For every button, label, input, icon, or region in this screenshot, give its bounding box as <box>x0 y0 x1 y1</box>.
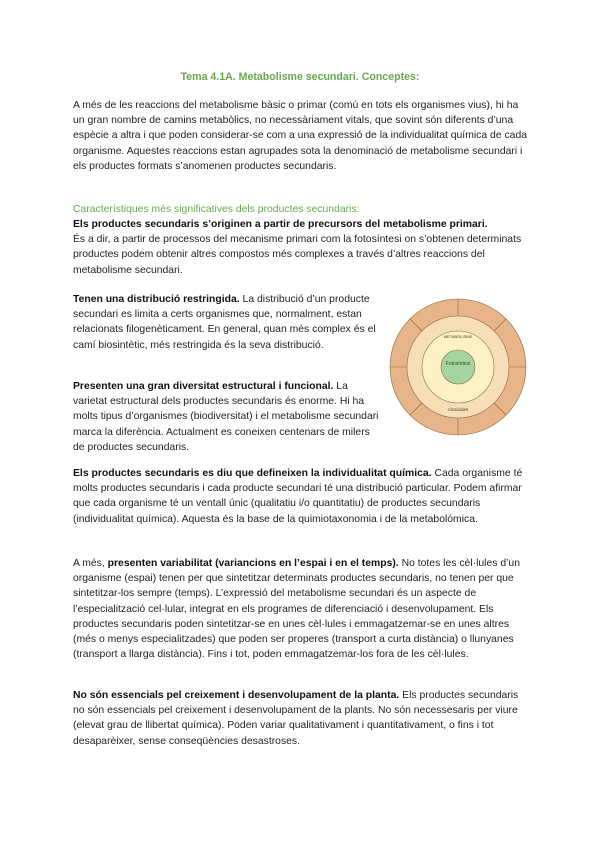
characteristic-2 <box>73 292 379 353</box>
characteristic-3 <box>73 379 379 455</box>
characteristic-3-text: La varietat estructural dels productes secundaris és enorme. Hi ha molts tipus d’organismes (biodiversitat) i el metabolisme secundari marca la diferència. Actualment es coneixen centenars de milers de productes secundaris. <box>73 381 379 453</box>
characteristic-5 <box>73 556 528 662</box>
characteristic-4-text: Cada organisme té molts productes secundaris i cada producte secundari té una distribució particular. Podem afirmar que cada organisme té un ventall únic (qualitatiu i/o quantitatiu) de productes secundaris (individualitat química). Aquesta és la base de la quimiotaxonomia i de la metabolómica. <box>73 468 523 525</box>
characteristic-5-text: No totes les cèl·lules d’un organisme (espai) tenen per que sintetitzar determinats productes secundaris, no tenen per que sintetitzar-los sempre (temps). L’expressió del metabolisme secundari és un aspecte de l’especialització cel·lular, integrat en els programes de diferenciació i desenvolupament. Els productes secundaris poden sintetitzar-se en unes cèl·lules i emmagatzemar-se en unes altres (més o menys especialitzades) que poden ser properes (transport a curta distància) o llunyanes (transport a llarga distància). Fins i tot, poden emmagatzemar-los fora de les cèl·lules. <box>73 558 520 661</box>
characteristic-3-title: Presenten una gran diversitat estructural i funcional. <box>73 381 334 392</box>
characteristic-4-title: Els productes secundaris es diu que defineixen la individualitat química. <box>73 468 432 479</box>
characteristic-6 <box>73 688 528 749</box>
characteristics-heading: Característiques més significatives dels productes secundaris: <box>73 204 360 215</box>
diagram-core <box>441 350 475 384</box>
page-title: Tema 4.1A. Metabolisme secundari. Conceptes: <box>180 71 420 83</box>
characteristic-1-title: Els productes secundaris s’originen a partir de precursors del metabolisme primari. <box>73 219 488 230</box>
characteristic-6-title: No són essencials pel creixement i desenvolupament de la planta. <box>73 690 400 701</box>
characteristic-6-text: Els productes secundaris no són essencials pel creixement i desenvolupament de la plants. No són necessesaris per viure (elevat grau de llibertat química). Poden variar qualitativament i quantitativament, o fins i tot desaparèixer, sense conseqüències desastroses. <box>73 690 519 747</box>
characteristic-4 <box>73 466 528 527</box>
intro-paragraph: A més de les reaccions del metabolisme bàsic o primar (comú en tots els organismes vius), hi ha un gran nombre de camins metabòlics, no necessàriament vitals, que sovint són diferents d’una espècie a altra i que poden considerar-se com a una expressió de la individualitat química de cada organisme. Aquestes reaccions estan agrupades sota la denominació de metabolisme secundari i els productes formats s’anomenen productes secundaris. <box>73 100 527 172</box>
diagram-center-label: Fotosíntesi <box>445 361 471 367</box>
characteristic-2-text: La distribució d’un producte secundari es limita a certs organismes que, normalment, estan relacionats filogenèticament. En general, quan més complex és el camí biosintètic, més restringida és la seva distribució. <box>73 294 376 351</box>
diagram-bottom-label: Alcaloides <box>447 407 469 412</box>
metabolism-diagram <box>388 297 528 437</box>
characteristic-1 <box>73 217 528 278</box>
characteristic-5-title: presenten variabilitat (variancions en l’espai i en el temps). <box>107 558 399 569</box>
diagram-ring-label: METABOLISME <box>443 334 473 339</box>
characteristic-2-title: Tenen una distribució restringida. <box>73 294 240 305</box>
characteristic-5-pre: A més, <box>73 558 108 569</box>
characteristic-1-text: És a dir, a partir de processos del mecanisme primari com la fotosíntesi on s’obtenen determinats productes podem obtenir altres compostos més complexes a través d’altres reaccions del metabolisme secundari. <box>73 234 522 276</box>
